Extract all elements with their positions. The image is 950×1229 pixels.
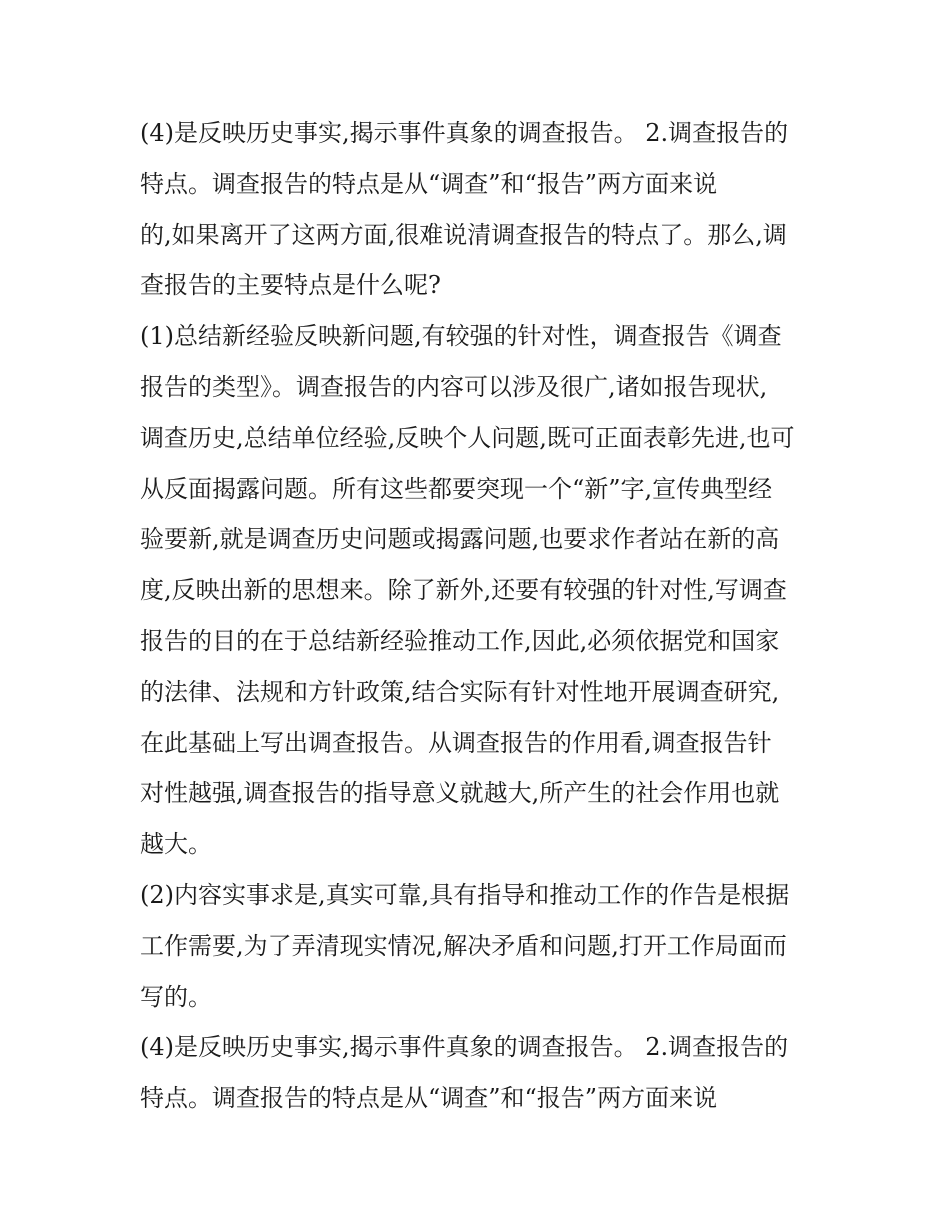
text-line: 写的。 — [140, 982, 212, 1011]
paragraph-2 — [140, 311, 815, 870]
text-line: 报告的类型》。调查报告的内容可以涉及很广,诸如报告现状, — [140, 372, 768, 401]
text-line: (4)是反映历史事实,揭示事件真象的调查报告。 2.调查报告的 — [140, 119, 789, 147]
text-line: 从反面揭露问题。所有这些都要突现一个“新”字,宣传典型经 — [140, 474, 773, 503]
text-line: 在此基础上写出调查报告。从调查报告的作用看,调查报告针 — [140, 728, 772, 757]
text-line: 调查历史,总结单位经验,反映个人问题,既可正面表彰先进,也可 — [140, 423, 795, 452]
text-line: (2)内容实事求是,真实可靠,具有指导和推动工作的作告是根据 — [140, 880, 790, 909]
text-line: 对性越强,调查报告的指导意义就越大,所产生的社会作用也就 — [140, 779, 780, 808]
text-line: (4)是反映历史事实,揭示事件真象的调查报告。 2.调查报告的 — [140, 1033, 789, 1062]
text-line: 报告的目的在于总结新经验推动工作,因此,必须依据党和国家 — [140, 626, 780, 655]
text-line: 查报告的主要特点是什么呢? — [140, 271, 441, 300]
text-line: 越大。 — [140, 830, 212, 859]
text-line: (1)总结新经验反映新问题,有较强的针对性，调查报告《调查 — [140, 322, 782, 351]
text-line: 特点。调查报告的特点是从“调查”和“报告”两方面来说 — [140, 1084, 718, 1113]
text-line: 工作需要,为了弄清现实情况,解决矛盾和问题,打开工作局面而 — [140, 931, 787, 960]
text-line: 的,如果离开了这两方面,很难说清调查报告的特点了。那么,调 — [140, 220, 787, 249]
paragraph-3 — [140, 870, 815, 1022]
text-line: 的法律、法规和方针政策,结合实际有针对性地开展调查研究, — [140, 677, 780, 706]
paragraph-1 — [140, 108, 815, 311]
text-line: 特点。调查报告的特点是从“调查”和“报告”两方面来说 — [140, 169, 718, 198]
text-line: 度,反映出新的思想来。除了新外,还要有较强的针对性,写调查 — [140, 576, 787, 605]
paragraph-4 — [140, 1022, 815, 1124]
text-line: 验要新,就是调查历史问题或揭露问题,也要求作者站在新的高 — [140, 525, 780, 554]
document-body — [140, 108, 815, 1124]
